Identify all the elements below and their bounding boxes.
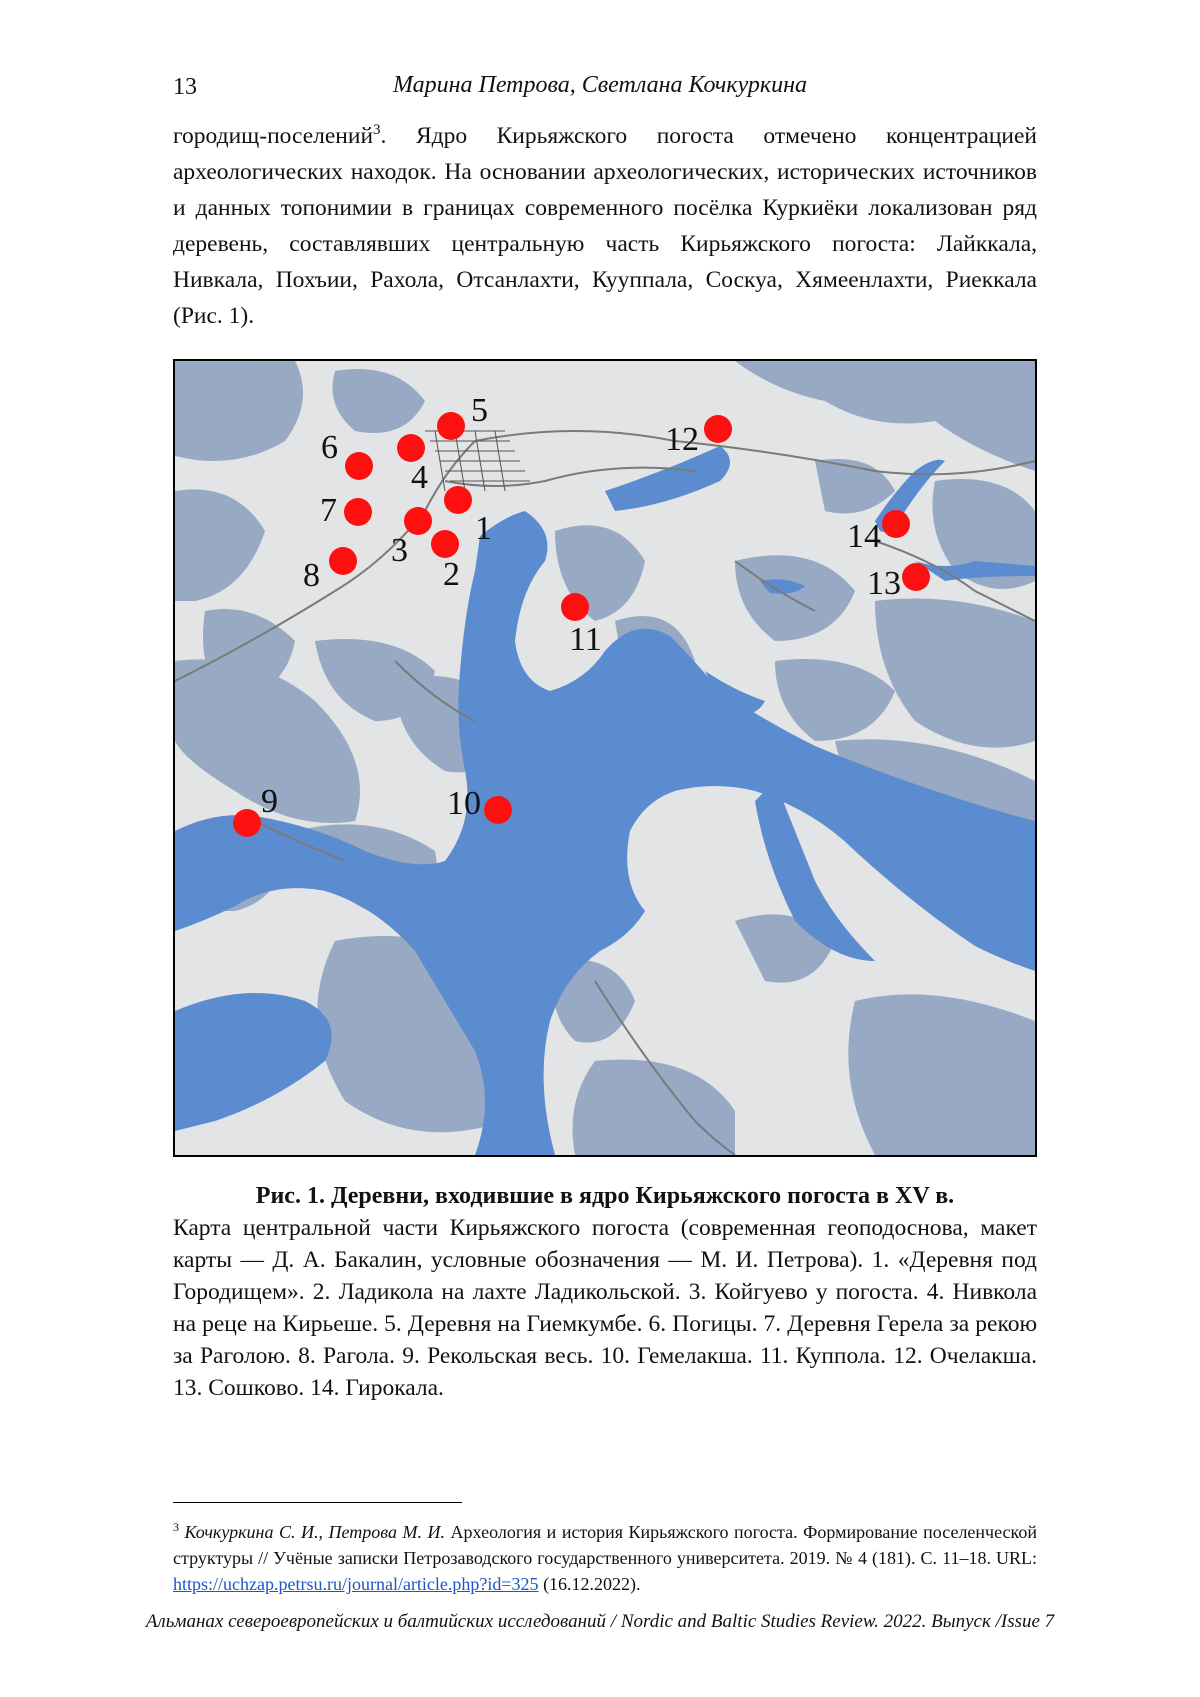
- village-label-5: 5: [471, 392, 488, 429]
- footnote-rule: [173, 1502, 462, 1503]
- village-label-14: 14: [847, 518, 881, 555]
- village-marker-11: [561, 593, 589, 621]
- map-svg: [175, 361, 1035, 1155]
- village-marker-9: [233, 809, 261, 837]
- figure-caption-text: Карта центральной части Кирьяжского погоста (современная геоподоснова, макет карты — Д. А. Бакалин, условные обозначения — М. И. Петрова). 1. «Деревня под Городищем». 2. Ладикола на лахте Ладикольской. 3. Койгуево у погоста. 4. Нивкола на реце на Кирьеше. 5. Деревня на Гиемкумбе. 6. Погицы. 7. Деревня Герела за рекою за Раголою. 8. Рагола. 9. Рекольская весь. 10. Гемелакша. 11. Куппола. 12. Очелакша. 13. Сошково. 14. Гирокала.: [173, 1215, 1037, 1401]
- village-marker-6: [345, 452, 373, 480]
- village-marker-13: [902, 563, 930, 591]
- figure-title: Рис. 1. Деревни, входившие в ядро Кирьяжского погоста в XV в.: [255, 1183, 955, 1209]
- village-marker-12: [704, 415, 732, 443]
- village-marker-2: [431, 530, 459, 558]
- paragraph-start: городищ-поселений: [173, 122, 374, 149]
- footnote-authors: Кочкуркина С. И., Петрова М. И.: [184, 1522, 446, 1542]
- village-label-8: 8: [303, 557, 320, 594]
- footnote-link[interactable]: https://uchzap.petrsu.ru/journal/article.php?id=325: [173, 1574, 539, 1594]
- map-figure: [173, 359, 1037, 1157]
- village-label-9: 9: [261, 783, 278, 820]
- page-number: 13: [173, 74, 197, 100]
- footnote-number: 3: [173, 1520, 179, 1534]
- running-head: Марина Петрова, Светлана Кочкуркина: [392, 72, 808, 98]
- footnote-ref[interactable]: 3: [373, 122, 381, 138]
- village-label-7: 7: [320, 492, 337, 529]
- village-marker-8: [329, 547, 357, 575]
- village-marker-5: [437, 412, 465, 440]
- village-label-10: 10: [447, 785, 481, 822]
- village-label-3: 3: [391, 532, 408, 569]
- village-marker-3: [404, 507, 432, 535]
- village-label-1: 1: [475, 510, 492, 547]
- village-marker-7: [344, 498, 372, 526]
- village-marker-14: [882, 510, 910, 538]
- footnote-text: Археология и история Кирьяжского погоста. Формирование поселенческой структуры // Учёные записки Петрозаводского государственного университета. 2019. № 4 (181). С. 11–18. URL:: [173, 1522, 1037, 1568]
- footnote: [173, 1514, 1037, 1597]
- village-marker-1: [444, 486, 472, 514]
- page-footer: Альманах североевропейских и балтийских исследований / Nordic and Baltic Studies Review. 2022. Выпуск /Issue 7: [145, 1611, 1055, 1632]
- footnote-date: (16.12.2022).: [538, 1574, 641, 1594]
- village-marker-10: [484, 796, 512, 824]
- body-paragraph: [173, 112, 1037, 334]
- village-label-2: 2: [443, 556, 460, 593]
- village-label-12: 12: [665, 421, 699, 458]
- village-label-6: 6: [321, 429, 338, 466]
- village-label-11: 11: [569, 621, 602, 658]
- village-label-4: 4: [411, 459, 428, 496]
- village-marker-4: [397, 434, 425, 462]
- paragraph-rest: . Ядро Кирьяжского погоста отмечено концентрацией археологических находок. На основании археологических, исторических источников и данных топонимии в границах современного посёлка Куркиёки локализован ряд деревень, составлявших центральную часть Кирьяжского погоста: Лайккала, Нивкала, Похъии, Рахола, Отсанлахти, Кууппала, Соскуа, Хямеенлахти, Риеккала (Рис. 1).: [173, 122, 1037, 329]
- figure-caption: [173, 1180, 1037, 1404]
- village-label-13: 13: [867, 565, 901, 602]
